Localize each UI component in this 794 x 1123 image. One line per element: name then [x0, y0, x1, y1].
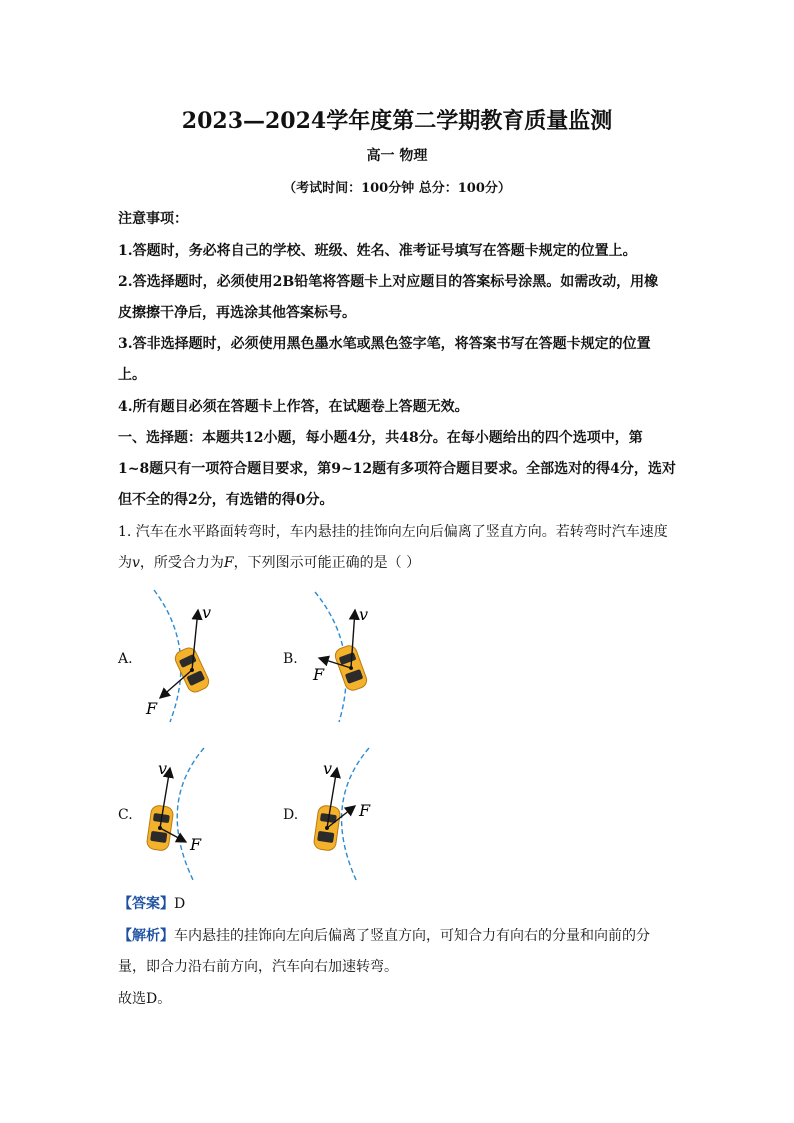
subject-subtitle: 高一 物理: [366, 148, 428, 164]
page-title: 2023—2024学年度第二学期教育质量监测: [181, 108, 613, 134]
question-text: 1. 汽车在水平路面转弯时，车内悬挂的挂饰向左向后偏离了竖直方向。若转弯时汽车速度: [118, 524, 668, 540]
curved-path: [177, 748, 204, 882]
analysis-tag: 【解析】: [118, 928, 174, 944]
notice-item: 1.答题时，务必将自己的学校、班级、姓名、准考证号填写在答题卡规定的位置上。: [118, 243, 637, 259]
section-instructions: 一、选择题：本题共12小题，每小题4分，共48分。在每小题给出的四个选项中，第: [118, 430, 643, 446]
force-label: F: [146, 699, 158, 718]
question-text: 为v，所受合力为F，下列图示可能正确的是（ ）: [118, 555, 421, 571]
answer-line: [118, 893, 185, 913]
option-label-a: A.: [118, 651, 133, 667]
diagram-option-c: [140, 744, 260, 884]
notice-item: 3.答非选择题时，必须使用黑色墨水笔或黑色签字笔，将答案书写在答题卡规定的位置: [118, 336, 651, 352]
notice-item: 上。: [118, 367, 146, 383]
notice-heading: 注意事项：: [118, 211, 188, 227]
force-label: F: [190, 835, 202, 854]
analysis-conclusion: 故选D。: [118, 991, 172, 1007]
diagram-option-b: [305, 588, 425, 723]
section-instructions: 1~8题只有一项符合题目要求，第9~12题有多项符合题目要求。全部选对的得4分，选对: [118, 461, 676, 477]
answer-tag: 【答案】: [118, 896, 174, 912]
velocity-label: v: [359, 605, 369, 624]
velocity-label: v: [202, 603, 212, 622]
diagram-option-d: [305, 744, 425, 884]
option-label-d: D.: [283, 807, 299, 823]
exam-info: （考试时间：100分钟 总分：100分）: [283, 181, 511, 196]
velocity-label: v: [158, 759, 168, 778]
notice-item: 皮擦擦干净后，再选涂其他答案标号。: [118, 305, 356, 321]
force-label: F: [359, 801, 371, 820]
option-label-c: C.: [118, 807, 133, 823]
notice-item: 4.所有题目必须在答题卡上作答，在试题卷上答题无效。: [118, 399, 469, 415]
analysis-line: 【解析】车内悬挂的挂饰向左向后偏离了竖直方向，可知合力有向右的分量和向前的分: [118, 928, 650, 944]
diagram-option-a: [140, 588, 260, 723]
velocity-label: v: [323, 759, 333, 778]
analysis-line: 量，即合力沿右前方向，汽车向右加速转弯。: [118, 959, 398, 975]
force-label: F: [313, 665, 325, 684]
option-label-b: B.: [283, 651, 298, 667]
answer-value: D: [174, 896, 186, 912]
section-instructions: 但不全的得2分，有选错的得0分。: [118, 492, 334, 508]
notice-item: 2.答选择题时，必须使用2B铅笔将答题卡上对应题目的答案标号涂黑。如需改动，用橡: [118, 274, 659, 290]
